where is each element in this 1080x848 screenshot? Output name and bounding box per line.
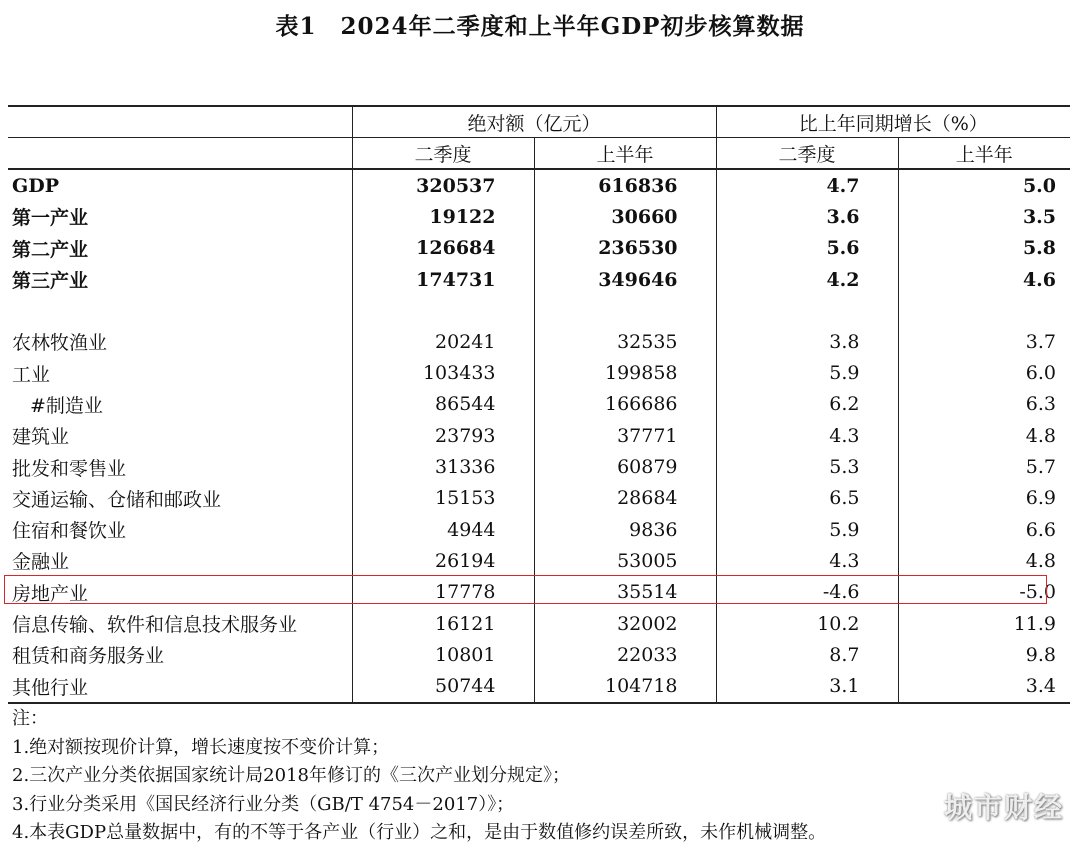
cell-growth-h1: 5.8 bbox=[898, 233, 1070, 264]
cell-growth-h1: 5.7 bbox=[898, 451, 1070, 482]
note-heading: 注： bbox=[12, 708, 48, 729]
table-row bbox=[8, 233, 1070, 264]
cell-q2: 26194 bbox=[352, 545, 534, 576]
gdp-table bbox=[8, 105, 1070, 704]
cell-growth-q2: 3.1 bbox=[716, 670, 898, 702]
cell-q2: 86544 bbox=[352, 389, 534, 420]
cell-q2: 126684 bbox=[352, 233, 534, 264]
cell-h1: 166686 bbox=[534, 389, 716, 420]
header-corner bbox=[8, 106, 352, 138]
cell-h1: 236530 bbox=[534, 233, 716, 264]
cell-growth-q2: 6.5 bbox=[716, 483, 898, 514]
note-item: 3.行业分类采用《国民经济行业分类（GB/T 4754－2017）》； bbox=[12, 793, 515, 815]
header-absolute: 绝对额（亿元） bbox=[352, 106, 716, 138]
cell-growth-q2: -4.6 bbox=[716, 577, 898, 608]
cell-q2: 16121 bbox=[352, 608, 534, 639]
row-label: 信息传输、软件和信息技术服务业 bbox=[12, 614, 298, 636]
table-row bbox=[8, 451, 1070, 482]
cell-h1: 199858 bbox=[534, 357, 716, 388]
cell-q2: 10801 bbox=[352, 639, 534, 670]
cell-growth-h1: 5.0 bbox=[898, 169, 1070, 201]
cell-growth-h1: 6.9 bbox=[898, 483, 1070, 514]
cell-h1: 22033 bbox=[534, 639, 716, 670]
row-label: 农林牧渔业 bbox=[12, 332, 108, 355]
row-label: 租赁和商务服务业 bbox=[12, 645, 165, 668]
cell-q2: 31336 bbox=[352, 451, 534, 482]
cell-h1: 9836 bbox=[534, 514, 716, 545]
row-label: 第二产业 bbox=[12, 238, 89, 261]
cell-growth-q2: 3.6 bbox=[716, 201, 898, 232]
row-label: 房地产业 bbox=[12, 582, 89, 605]
row-label: 第一产业 bbox=[12, 207, 89, 230]
cell-growth-q2: 3.8 bbox=[716, 326, 898, 357]
cell-growth-h1: 3.5 bbox=[898, 201, 1070, 232]
cell-q2: 4944 bbox=[352, 514, 534, 545]
cell-growth-q2: 5.3 bbox=[716, 451, 898, 482]
row-label: 交通运输、仓储和邮政业 bbox=[12, 488, 222, 511]
note-item: 2.三次产业分类依据国家统计局2018年修订的《三次产业划分规定》； bbox=[12, 765, 570, 786]
row-label: 批发和零售业 bbox=[12, 457, 127, 480]
row-label: 其他行业 bbox=[8, 670, 352, 702]
header-abs-h1: 上半年 bbox=[534, 138, 716, 170]
table-row bbox=[8, 670, 1070, 702]
cell-q2: 320537 bbox=[352, 169, 534, 201]
table-row bbox=[8, 326, 1070, 357]
table-row bbox=[8, 420, 1070, 451]
cell-h1: 60879 bbox=[534, 451, 716, 482]
cell-growth-q2: 5.9 bbox=[716, 514, 898, 545]
spacer-row bbox=[8, 295, 1070, 326]
cell-growth-q2: 4.3 bbox=[716, 545, 898, 576]
table-row bbox=[8, 639, 1070, 670]
cell-q2: 50744 bbox=[352, 670, 534, 702]
cell-growth-q2: 5.9 bbox=[716, 357, 898, 388]
cell-h1: 53005 bbox=[534, 545, 716, 576]
cell-growth-h1: 9.8 bbox=[898, 639, 1070, 670]
cell-q2: 19122 bbox=[352, 201, 534, 232]
cell-h1: 349646 bbox=[534, 264, 716, 295]
cell-h1: 35514 bbox=[534, 577, 716, 608]
row-label: 住宿和餐饮业 bbox=[12, 520, 127, 543]
cell-growth-h1: 6.3 bbox=[898, 389, 1070, 420]
watermark: 城市财经 bbox=[943, 791, 1064, 824]
cell-h1: 30660 bbox=[534, 201, 716, 232]
row-label: GDP bbox=[12, 174, 59, 197]
cell-growth-q2: 10.2 bbox=[716, 608, 898, 639]
row-label: 金融业 bbox=[12, 551, 70, 574]
cell-growth-h1: 6.0 bbox=[898, 357, 1070, 388]
table-row bbox=[8, 545, 1070, 576]
cell-growth-q2: 4.7 bbox=[716, 169, 898, 201]
row-label: 第三产业 bbox=[12, 270, 89, 293]
cell-growth-h1: 4.6 bbox=[898, 264, 1070, 295]
cell-h1: 104718 bbox=[534, 670, 716, 702]
table-title: 表1 2024年二季度和上半年GDP初步核算数据 bbox=[275, 13, 805, 40]
table-row bbox=[8, 514, 1070, 545]
cell-h1: 32002 bbox=[534, 608, 716, 639]
header-growth-h1: 上半年 bbox=[898, 138, 1070, 170]
cell-growth-q2: 4.3 bbox=[716, 420, 898, 451]
cell-q2: 17778 bbox=[352, 577, 534, 608]
cell-h1: 616836 bbox=[534, 169, 716, 201]
note-item: 1.绝对额按现价计算，增长速度按不变价计算； bbox=[12, 736, 390, 758]
header-growth-q2: 二季度 bbox=[716, 138, 898, 170]
table-row bbox=[8, 483, 1070, 514]
note-item: 4.本表GDP总量数据中，有的不等于各产业（行业）之和，是由于数值修约误差所致，未作机械调整。 bbox=[12, 822, 827, 843]
cell-h1: 28684 bbox=[534, 483, 716, 514]
cell-q2: 15153 bbox=[352, 483, 534, 514]
cell-growth-h1: -5.0 bbox=[898, 577, 1070, 608]
cell-h1: 32535 bbox=[534, 326, 716, 357]
cell-q2: 20241 bbox=[352, 326, 534, 357]
table-row-real-estate bbox=[8, 577, 1070, 608]
cell-growth-h1: 3.4 bbox=[898, 670, 1070, 702]
cell-growth-h1: 4.8 bbox=[898, 545, 1070, 576]
cell-growth-q2: 6.2 bbox=[716, 389, 898, 420]
row-label: 工业 bbox=[12, 363, 51, 386]
header-abs-q2: 二季度 bbox=[352, 138, 534, 170]
cell-q2: 174731 bbox=[352, 264, 534, 295]
table-row bbox=[8, 608, 1070, 639]
cell-q2: 23793 bbox=[352, 420, 534, 451]
cell-growth-h1: 6.6 bbox=[898, 514, 1070, 545]
row-label: #制造业 bbox=[30, 394, 103, 417]
cell-growth-h1: 3.7 bbox=[898, 326, 1070, 357]
table-row bbox=[8, 389, 1070, 420]
cell-q2: 103433 bbox=[352, 357, 534, 388]
cell-h1: 37771 bbox=[534, 420, 716, 451]
table-row bbox=[8, 264, 1070, 295]
table-row bbox=[8, 169, 1070, 201]
cell-growth-h1: 4.8 bbox=[898, 420, 1070, 451]
table-row bbox=[8, 201, 1070, 232]
table-row bbox=[8, 357, 1070, 388]
cell-growth-q2: 8.7 bbox=[716, 639, 898, 670]
header-growth: 比上年同期增长（%） bbox=[716, 106, 1070, 138]
table-notes bbox=[12, 705, 826, 848]
cell-growth-q2: 5.6 bbox=[716, 233, 898, 264]
cell-growth-q2: 4.2 bbox=[716, 264, 898, 295]
cell-growth-h1: 11.9 bbox=[898, 608, 1070, 639]
header-corner-2 bbox=[8, 138, 352, 170]
row-label: 建筑业 bbox=[12, 426, 70, 449]
